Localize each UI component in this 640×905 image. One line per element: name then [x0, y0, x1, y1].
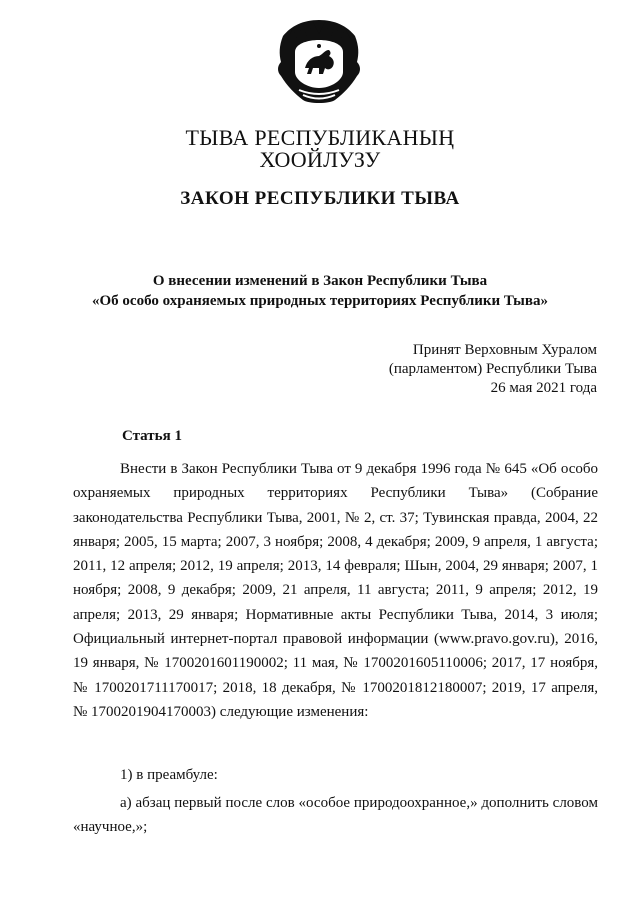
org-line-2: ХООЙЛУЗУ: [259, 147, 381, 172]
list-item-a: а) абзац первый после слов «особое природоохранное,» дополнить словом «научное,»;: [73, 795, 598, 835]
adoption-block: [389, 341, 597, 398]
adoption-line-1: Принят Верховным Хуралом: [412, 342, 597, 358]
adoption-line-2: (парламентом) Республики Тыва: [388, 361, 597, 377]
document-title: ЗАКОН РЕСПУБЛИКИ ТЫВА: [180, 188, 460, 209]
article-paragraph: Внести в Закон Республики Тыва от 9 декабря 1996 года № 645 «Об особо охраняемых природных территориях Республики Тыва» (Собрание законодательства Республики Тыва, 2001, № 2, ст. 37; Тувинская правда, 2004, 22 января; 2005, 15 марта; 2007, 3 ноября; 2008, 4 декабря; 2009, 9 апреля, 1 августа; 2011, 12 апреля; 2012, 19 апреля; 2013, 14 февраля; Шын, 2004, 29 января; 2007, 1 ноября; 2008, 9 декабря; 2009, 21 апреля, 11 августа; 2011, 9 апреля; 2012, 19 апреля; 2013, 29 января; Нормативные акты Республики Тыва, 2014, 3 июля; Официальный интернет-портал правовой информации (www.pravo.gov.ru), 2016, 19 января, № 1700201601190002; 11 мая, № 1700201605110006; 2017, 17 ноября, № 1700201711170017; 2018, 18 декабря, № 1700201812180007; 2019, 17 апреля, № 1700201904170003) следующие изменения:: [73, 461, 598, 720]
subject-line-2: «Об особо охраняемых природных территориях Республики Тыва»: [92, 293, 548, 309]
tuva-coat-of-arms-icon: [273, 16, 365, 108]
subject-line-1: О внесении изменений в Закон Республики Тыва: [152, 273, 488, 289]
org-line-1: ТЫВА РЕСПУБЛИКАНЫҢ: [185, 125, 455, 150]
law-subject: [0, 271, 640, 311]
article-heading: Статья 1: [122, 428, 182, 444]
adoption-date: 26 мая 2021 года: [490, 380, 597, 396]
organization-header: [0, 127, 640, 171]
list-item-preamble: 1) в преамбуле:: [120, 767, 218, 783]
